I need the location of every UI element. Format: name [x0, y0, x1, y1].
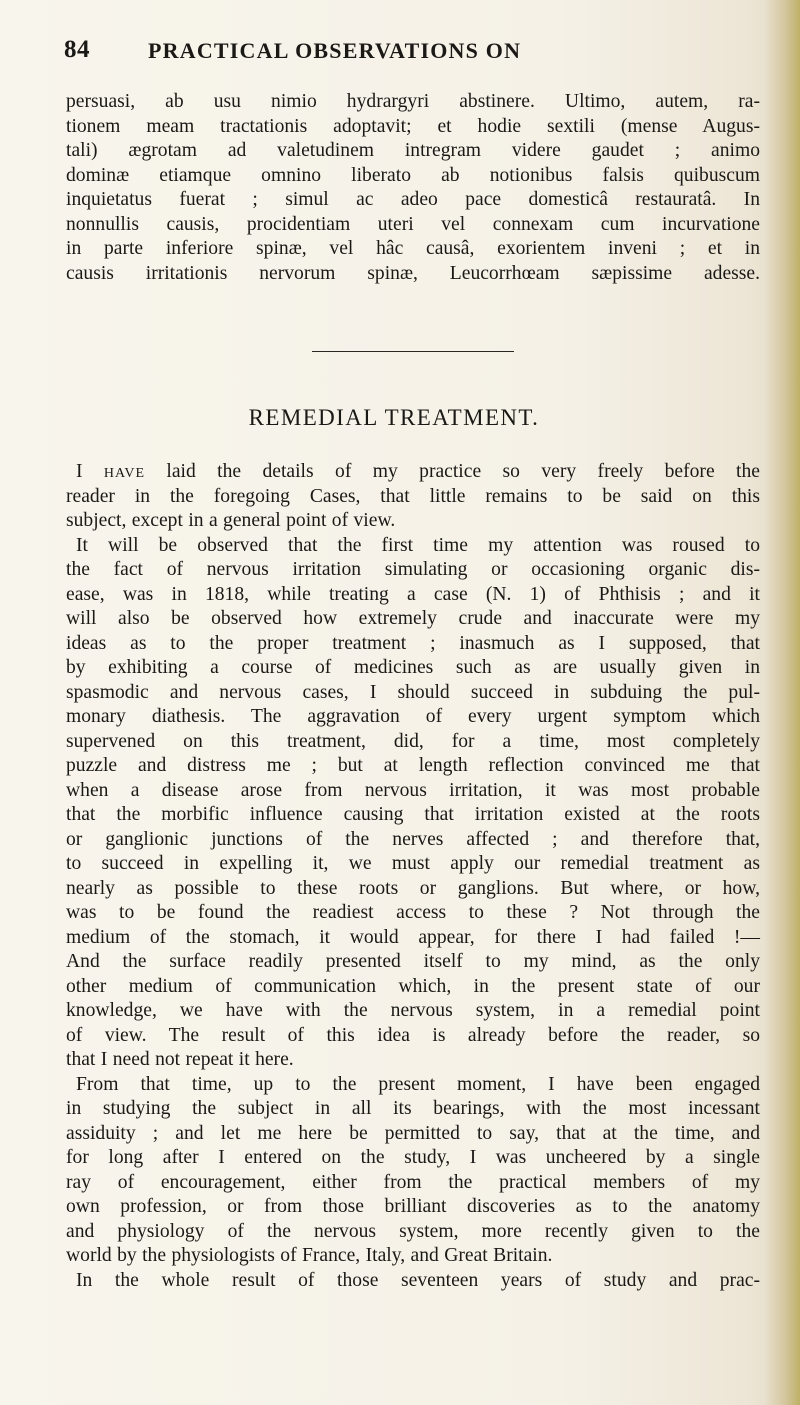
text-line: for long after I entered on the study, I was uncheered by a single: [66, 1147, 760, 1168]
text-line: dominæ etiamque omnino liberato ab notionibus falsis quibuscum: [66, 164, 760, 186]
text-line: and physiology of the nervous system, more recently given to the: [66, 1220, 760, 1242]
text-line: ray of encouragement, either from the practical members of my: [66, 1171, 760, 1193]
section-divider-rule: [312, 351, 514, 352]
section-heading-text: REMEDIAL TREATMENT.: [248, 405, 540, 430]
page-edge-discoloration: [764, 0, 800, 1405]
text-line: other medium of communication which, in the present state of our: [66, 975, 760, 997]
text-line: will also be observed how extremely crude and inaccurate were my: [66, 608, 760, 629]
text-line: that I need not repeat it here.: [66, 1049, 294, 1070]
text-line: reader in the foregoing Cases, that little remains to be said on this: [66, 485, 760, 507]
text-line: ease, was in 1818, while treating a case (N. 1) of Phthisis ; and it: [66, 583, 760, 605]
text-line: persuasi, ab usu nimio hydrargyri abstinere. Ultimo, autem, ra-: [66, 91, 760, 112]
text-line: knowledge, we have with the nervous system, in a remedial point: [66, 1000, 760, 1021]
text-line: was to be found the readiest access to these ? Not through the: [66, 902, 760, 923]
text-line: the fact of nervous irritation simulating or occasioning organic dis-: [66, 559, 760, 580]
text-line: tali) ægrotam ad valetudinem intregram videre gaudet ; animo: [66, 140, 760, 161]
text-line: of view. The result of this idea is already before the reader, so: [66, 1024, 760, 1046]
text-line: In the whole result of those seventeen years of study and prac-: [76, 1269, 760, 1291]
text-line: in studying the subject in all its bearings, with the most incessant: [66, 1098, 760, 1119]
running-head: PRACTICAL OBSERVATIONS ON: [148, 38, 522, 63]
text-line: assiduity ; and let me here be permitted to say, that at the time, and: [66, 1122, 760, 1144]
body-text: [66, 460, 760, 1293]
text-line: monary diathesis. The aggravation of every urgent symptom which: [66, 706, 760, 727]
text-line: when a disease arose from nervous irritation, it was most probable: [66, 779, 760, 801]
page-number: 84: [64, 36, 90, 63]
text-line: And the surface readily presented itself to my mind, as the only: [66, 951, 760, 972]
text-line: medium of the stomach, it would appear, for there I had failed !—: [66, 926, 760, 948]
text-line: to succeed in expelling it, we must apply our remedial treatment as: [66, 853, 760, 874]
text-line: world by the physiologists of France, Italy, and Great Britain.: [66, 1245, 553, 1266]
text-line: tionem meam tractationis adoptavit; et hodie sextili (mense Augus-: [66, 115, 760, 137]
text-line: own profession, or from those brilliant discoveries as to the anatomy: [66, 1196, 760, 1217]
text-line: nonnullis causis, procidentiam uteri vel connexam cum incurvatione: [66, 213, 760, 235]
text-line: in parte inferiore spinæ, vel hâc causâ, exorientem inveni ; et in: [66, 238, 760, 259]
text-line: causis irritationis nervorum spinæ, Leucorrhœam sæpissime adesse.: [66, 262, 760, 284]
section-heading: [0, 405, 800, 431]
text-line: spasmodic and nervous cases, I should succeed in subduing the pul-: [66, 681, 760, 703]
text-line: puzzle and distress me ; but at length reflection convinced me that: [66, 755, 760, 776]
opening-word: I: [76, 461, 83, 482]
text-line: supervened on this treatment, did, for a time, most completely: [66, 730, 760, 752]
text-line: It will be observed that the first time my attention was roused to: [76, 534, 760, 556]
text-line: inquietatus fuerat ; simul ac adeo pace domesticâ restauratâ. In: [66, 189, 760, 210]
text-line-opening: [66, 460, 760, 485]
opening-small-caps: have: [103, 461, 145, 482]
text-line: From that time, up to the present moment, I have been engaged: [76, 1073, 760, 1095]
latin-paragraph: [66, 90, 760, 286]
text-line: or ganglionic junctions of the nerves affected ; and therefore that,: [66, 828, 760, 850]
text-line: nearly as possible to these roots or ganglions. But where, or how,: [66, 877, 760, 899]
text-line: subject, except in a general point of view.: [66, 510, 396, 531]
page-header: [64, 36, 764, 70]
opening-line-rest: laid the details of my practice so very freely before the: [145, 461, 760, 482]
text-line: that the morbific influence causing that irritation existed at the roots: [66, 804, 760, 825]
text-line: by exhibiting a course of medicines such as are usually given in: [66, 657, 760, 678]
text-line: ideas as to the proper treatment ; inasmuch as I supposed, that: [66, 632, 760, 654]
